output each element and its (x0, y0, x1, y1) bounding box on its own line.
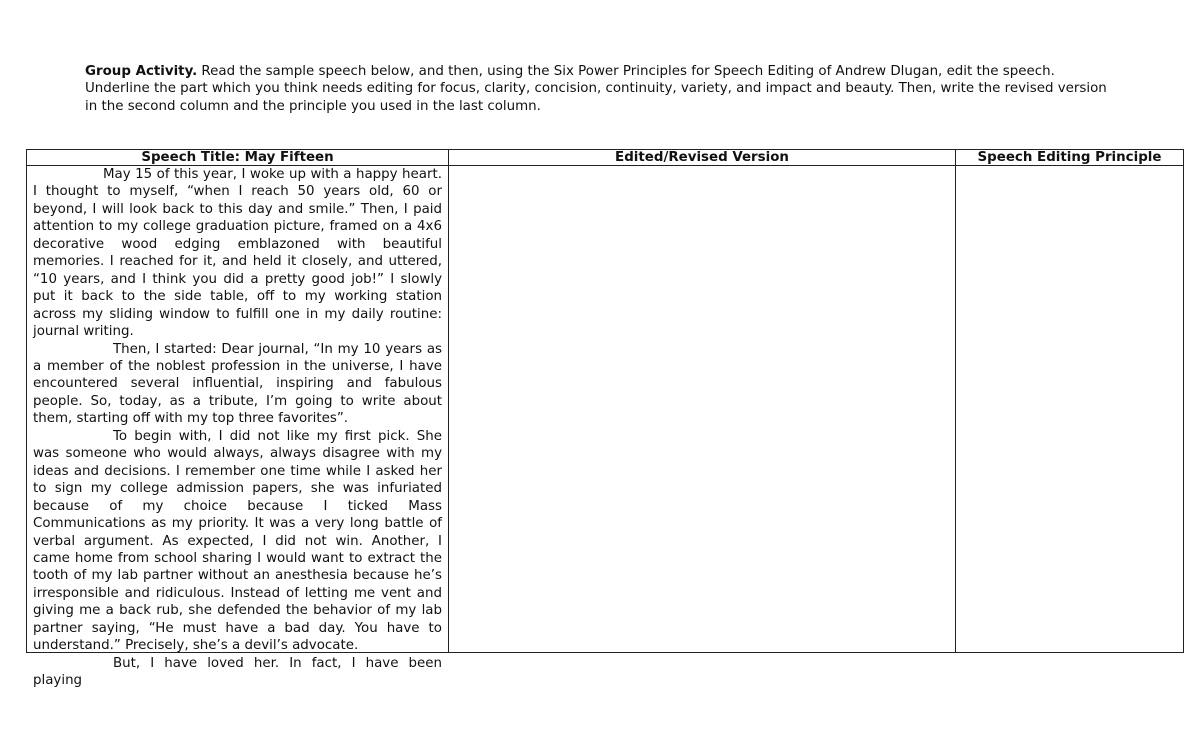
header-speech-title: Speech Title: May Fifteen (27, 150, 449, 166)
speech-text (27, 166, 448, 689)
speech-paragraph-1: May 15 of this year, I woke up with a happy heart. I thought to myself, “when I reach 50 years old, 60 or beyond, I will look back to this day and smile.” Then, I paid attention to my college graduation picture, framed on a 4x6 decorative wood edging emblazoned with beautiful memories. I reached for it, and held it closely, and uttered, “10 years, and I think you did a pretty good job!” I slowly put it back to the side table, off to my working station across my sliding window to fulfill one in my daily routine: journal writing. (33, 167, 442, 340)
header-revised-version: Edited/Revised Version (449, 150, 956, 166)
speech-paragraph-3: To begin with, I did not like my first pick. She was someone who would always, always disagree with my ideas and decisions. I remember one time while I asked her to sign my college admission papers, she was infuriated because of my choice because I ticked Mass Communications as my priority. It was a very long battle of verbal argument. As expected, I did not win. Another, I came home from school sharing I would want to extract the tooth of my lab partner without an anesthesia because he’s irresponsible and ridiculous. Instead of letting me vent and giving me a back rub, she defended the behavior of my lab partner saying, “He must have a bad day. You have to understand.” Precisely, she’s a devil’s advocate. (33, 428, 442, 654)
speech-paragraph-4: But, I have loved her. In fact, I have been playing (33, 655, 442, 689)
instructions-body: Read the sample speech below, and then, using the Six Power Principles for Speech Editing of Andrew Dlugan, edit the speech. Underline the part which you think needs editing for focus, clarity, concision, continuity, variety, and impact and beauty. Then, write the revised version in the second column and the principle you used in the last column. (85, 64, 1107, 114)
speech-text-cell (27, 166, 449, 689)
activity-instructions (85, 63, 1120, 115)
speech-paragraph-2: Then, I started: Dear journal, “In my 10 years as a member of the noblest profession in the universe, I have encountered several influential, inspiring and fabulous people. So, today, as a tribute, I’m going to write about them, starting off with my top three favorites”. (33, 341, 442, 427)
editing-principle-cell[interactable] (956, 166, 1184, 653)
revised-version-cell[interactable] (449, 166, 956, 653)
header-editing-principle: Speech Editing Principle (956, 150, 1184, 166)
instructions-lead: Group Activity. (85, 64, 198, 79)
table-row (27, 166, 1184, 653)
speech-editing-table (26, 149, 1184, 689)
table-header-row (27, 150, 1184, 166)
